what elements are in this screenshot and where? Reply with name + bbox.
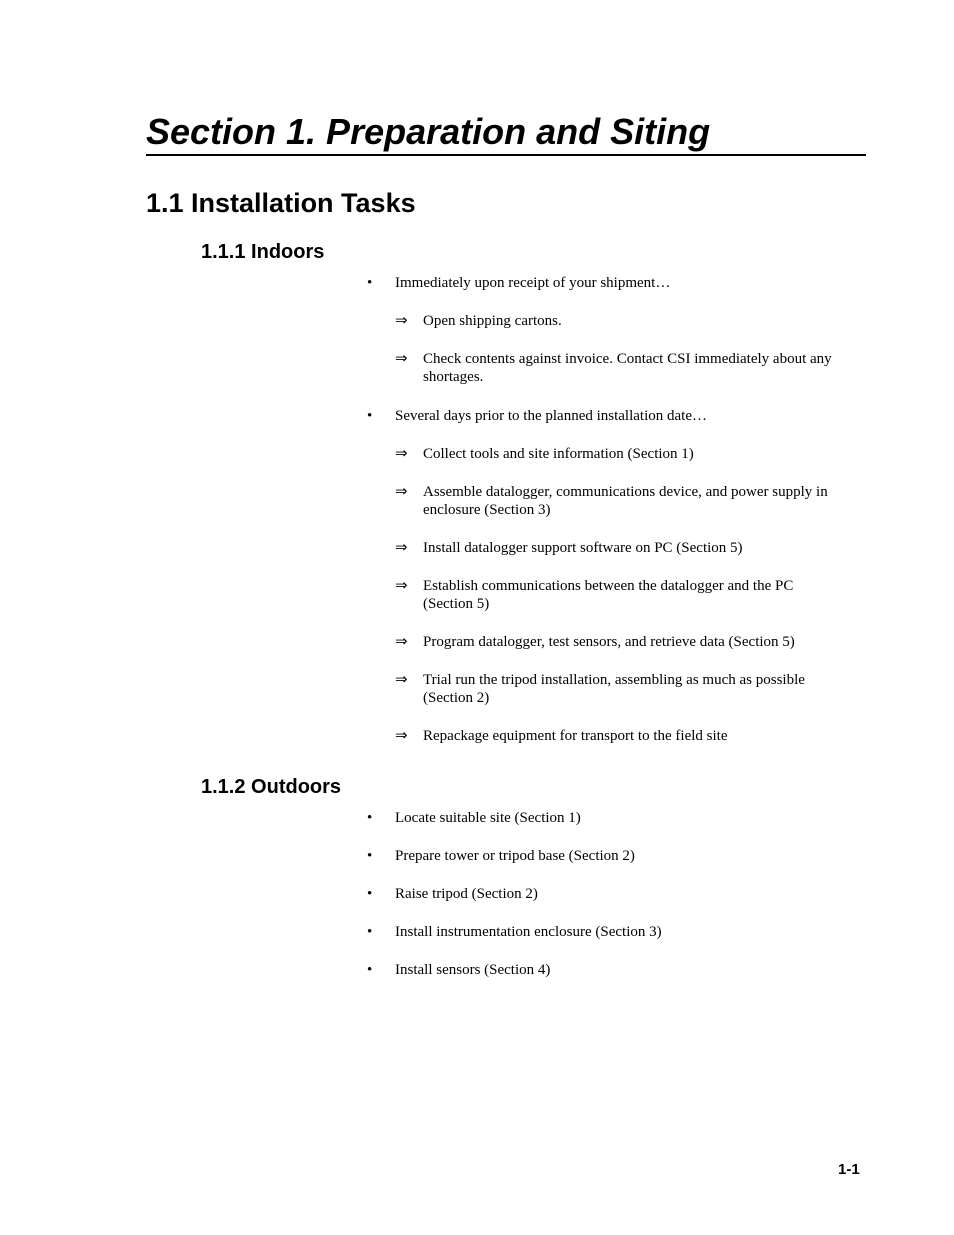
arrow-marker: ⇒ xyxy=(395,351,408,367)
arrow-marker: ⇒ xyxy=(395,634,408,650)
indoors-heading: 1.1.1 Indoors xyxy=(201,241,325,263)
sub-list-item-text: Collect tools and site information (Section 1) xyxy=(423,446,694,462)
list-item-text: Install instrumentation enclosure (Section 3) xyxy=(395,924,662,940)
arrow-marker: ⇒ xyxy=(395,484,408,500)
sub-list-item-text: Repackage equipment for transport to the field site xyxy=(423,728,728,744)
subsection-heading: 1.1 Installation Tasks xyxy=(146,188,416,218)
sub-list-item-text: Check contents against invoice. Contact CSI immediately about any shortages. xyxy=(423,351,832,385)
arrow-marker: ⇒ xyxy=(395,578,408,594)
page-number: 1-1 xyxy=(838,1161,860,1178)
bullet-marker: • xyxy=(367,924,373,940)
list-item-text: Raise tripod (Section 2) xyxy=(395,886,538,902)
bullet-marker: • xyxy=(367,275,373,291)
arrow-marker: ⇒ xyxy=(395,672,408,688)
sub-list-item-text: Assemble datalogger, communications device, and power supply in enclosure (Section 3) xyxy=(423,484,828,518)
list-item-text: Several days prior to the planned installation date… xyxy=(395,408,707,424)
sub-list-item-text: Program datalogger, test sensors, and retrieve data (Section 5) xyxy=(423,634,795,650)
arrow-marker: ⇒ xyxy=(395,540,408,556)
bullet-marker: • xyxy=(367,810,373,826)
arrow-marker: ⇒ xyxy=(395,313,408,329)
arrow-marker: ⇒ xyxy=(395,728,408,744)
bullet-marker: • xyxy=(367,848,373,864)
list-item-text: Prepare tower or tripod base (Section 2) xyxy=(395,848,635,864)
arrow-marker: ⇒ xyxy=(395,446,408,462)
section-title: Section 1. Preparation and Siting xyxy=(146,110,866,156)
sub-list-item-text: Trial run the tripod installation, assembling as much as possible (Section 2) xyxy=(423,672,805,706)
list-item-text: Immediately upon receipt of your shipment… xyxy=(395,275,671,291)
list-item-text: Locate suitable site (Section 1) xyxy=(395,810,581,826)
bullet-marker: • xyxy=(367,962,373,978)
outdoors-heading: 1.1.2 Outdoors xyxy=(201,776,342,798)
bullet-marker: • xyxy=(367,408,373,424)
sub-list-item-text: Establish communications between the datalogger and the PC (Section 5) xyxy=(423,578,794,612)
list-item-text: Install sensors (Section 4) xyxy=(395,962,551,978)
sub-list-item-text: Open shipping cartons. xyxy=(423,313,562,329)
sub-list-item-text: Install datalogger support software on PC (Section 5) xyxy=(423,540,743,556)
bullet-marker: • xyxy=(367,886,373,902)
